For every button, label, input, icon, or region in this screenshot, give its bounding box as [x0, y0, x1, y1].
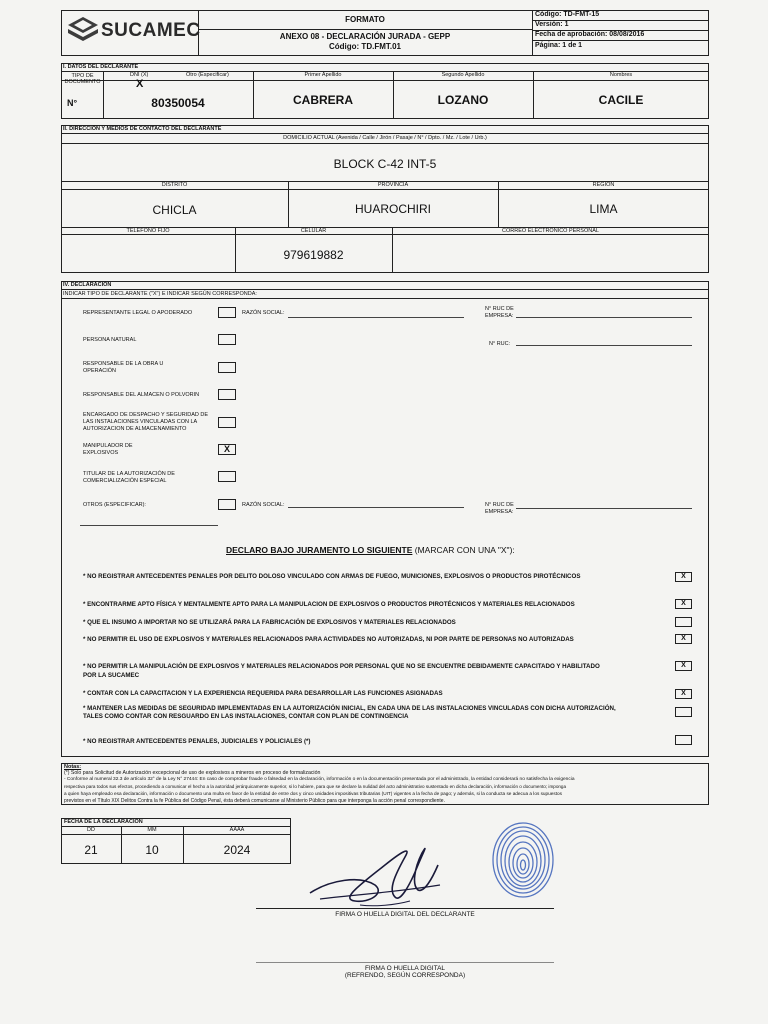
statement-6: * CONTAR CON LA CAPACITACION Y LA EXPERIENCIA REQUERIDA PARA DESARROLLAR LAS FUNCIONES ASIGNADAS: [83, 690, 443, 697]
telefono-label: TELÉFONO FIJO: [126, 228, 170, 234]
section-4-title: IV. DECLARACIÓN: [63, 282, 112, 288]
ruc-empresa-label-1b: EMPRESA:: [485, 313, 514, 319]
signature-line[interactable]: [256, 908, 554, 909]
primer-apellido-label: Primer Apellido: [304, 72, 342, 78]
type-label-6: MANIPULADOR DE EXPLOSIVOS: [83, 443, 133, 456]
section-1-title: I. DATOS DEL DECLARANTE: [63, 64, 139, 70]
ruc-label: N° RUC:: [489, 341, 511, 347]
type-checkbox-3[interactable]: [218, 362, 236, 373]
section-4: [61, 281, 709, 757]
celular-label: CELULAR: [300, 228, 327, 234]
date-aaaa: 2024: [223, 843, 251, 857]
statement-checkbox-1[interactable]: X: [675, 572, 692, 582]
domicilio-label: DOMICILIO ACTUAL (Avenida / Calle / Jirón / Pasaje / N° / Dpto. / Mz. / Lote / Urb.): [283, 135, 487, 141]
statement-checkbox-3[interactable]: [675, 617, 692, 627]
note-line-5: previstos en el Título XIX Delitos Contra la fe Pública del Código Penal, ésta deberá comunicarse al Ministerio Público para que interponga la acción penal correspondiente.: [64, 798, 445, 804]
correo-label: CORREO ELECTRÓNICO PERSONAL: [502, 228, 599, 234]
form-title: ANEXO 08 - DECLARACIÓN JURADA - GEPP: [279, 32, 451, 41]
declaro-title: [226, 545, 515, 555]
statement-checkbox-8[interactable]: [675, 735, 692, 745]
type-checkbox-4[interactable]: [218, 389, 236, 400]
segundo-apellido-label: Segundo Apellido: [441, 72, 485, 78]
domicilio: BLOCK C-42 INT-5: [333, 157, 437, 171]
celular: 979619882: [283, 248, 344, 262]
region: LIMA: [589, 202, 618, 216]
declaro-title-suffix: (MARCAR CON UNA "X"):: [412, 545, 515, 555]
type-checkbox-1[interactable]: [218, 307, 236, 318]
refrendo-label-1: FIRMA O HUELLA DIGITAL: [364, 965, 446, 972]
meta-version: Versión: 1: [535, 21, 569, 28]
statement-5b: POR LA SUCAMEC: [83, 672, 140, 679]
aaaa-label: AAAA: [229, 827, 245, 833]
notes-title: Notas:: [64, 764, 82, 770]
type-checkbox-6[interactable]: X: [218, 444, 236, 455]
ruc-empresa-label-1: N° RUC DE: [485, 306, 514, 312]
otros-line[interactable]: [80, 525, 218, 526]
sucamec-logo: [66, 15, 201, 49]
statement-7b: TALES COMO CONTAR CON RESGUARDO EN LAS INSTALACIONES, CONTAR CON PLAN DE CONTINGENCIA: [83, 713, 409, 720]
razon-social-line-2[interactable]: [288, 507, 464, 508]
section-4-subtitle: INDICAR TIPO DE DECLARANTE ("X") E INDICAR SEGÚN CORRESPONDA:: [63, 291, 257, 297]
type-label-5: ENCARGADO DE DESPACHO Y SEGURIDAD DE LAS INSTALACIONES VINCULADAS CON LA AUTORIZACION DE ALMACENAMIENTO: [83, 412, 208, 432]
form-code: Código: TD.FMT.01: [329, 42, 401, 51]
distrito: CHICLA: [152, 203, 197, 217]
section-2-title: II. DIRECCIÓN Y MEDIOS DE CONTACTO DEL DECLARANTE: [63, 126, 222, 132]
note-line-3: respectiva para todos sus efectos, procediendo a comunicar el hecho a la autoridad jerárquicamente superior, si lo hubiere, para que se declare la nulidad del acto administrativo sustentado en dicha declaración, información o documento; imponga: [64, 784, 567, 789]
note-line-1: (*) Solo para Solicitud de Autorización excepcional de uso de explosivos a mineros en proceso de formalización: [64, 770, 321, 776]
statement-checkbox-2[interactable]: X: [675, 599, 692, 609]
segundo-apellido: LOZANO: [437, 93, 489, 107]
meta-page: Página: 1 de 1: [535, 42, 583, 49]
statement-checkbox-4[interactable]: X: [675, 634, 692, 644]
nombres: CACILE: [598, 93, 644, 107]
otro-label: Otro (Especificar): [186, 72, 229, 78]
primer-apellido: CABRERA: [293, 93, 353, 107]
razon-social-line-1[interactable]: [288, 317, 464, 318]
tipo-documento-label: TIPO DE DOCUMENTO: [64, 73, 101, 85]
type-checkbox-7[interactable]: [218, 471, 236, 482]
doc-number: 80350054: [151, 96, 205, 110]
dni-label: DNI (X): [130, 72, 149, 78]
type-checkbox-2[interactable]: [218, 334, 236, 345]
type-label-4: RESPONSABLE DEL ALMACEN O POLVORIN: [83, 392, 200, 398]
formato-label: FORMATO: [345, 15, 385, 24]
statement-4: * NO PERMITIR EL USO DE EXPLOSIVOS Y MATERIALES RELACIONADOS PARA ACTIVIDADES NO AUTORIZADAS, NI POR PARTE DE PERSONAS NO AUTORIZADAS: [83, 636, 574, 643]
razon-social-label-2: RAZÓN SOCIAL:: [242, 502, 285, 508]
brand-name: SUCAMEC: [101, 20, 201, 41]
n-label: N°: [67, 98, 78, 108]
type-label-1: REPRESENTANTE LEGAL O APODERADO: [83, 310, 193, 316]
logo-icon: [66, 15, 100, 47]
note-line-2: - Conforme al numeral 32.3 de artículo 32° de la Ley N° 27444: En caso de comprobar fraude o falsedad en la declaración, información o en la documentación presentada por el administrado, la entidad considerará no satisfecha la exigencia: [64, 777, 575, 782]
ruc-empresa-line-2[interactable]: [516, 508, 692, 509]
type-label-7: TITULAR DE LA AUTORIZACIÓN DE COMERCIALIZACIÓN ESPECIAL: [83, 471, 175, 484]
statement-5: * NO PERMITIR LA MANIPULACIÓN DE EXPLOSIVOS Y MATERIALES RELACIONADOS POR PERSONAL QUE NO SE ENCUENTRE DEBIDAMENTE CAPACITADO Y HABILITADO: [83, 663, 600, 670]
ruc-empresa-label-2: N° RUC DE: [485, 502, 514, 508]
refrendo-line[interactable]: [256, 962, 554, 963]
meta-date: Fecha de aprobación: 08/08/2016: [535, 31, 645, 38]
statement-8: * NO REGISTRAR ANTECEDENTES PENALES, JUDICIALES Y POLICIALES (*): [83, 738, 311, 745]
statement-2: * ENCONTRARME APTO FÍSICA Y MENTALMENTE APTO PARA LA MANIPULACION DE EXPLOSIVOS O PRODUCTOS PIROTÉCNICOS Y MATERIALES RELACIONADOS: [83, 601, 575, 608]
signature-label: FIRMA O HUELLA DIGITAL DEL DECLARANTE: [335, 911, 475, 918]
statement-checkbox-6[interactable]: X: [675, 689, 692, 699]
statement-7: * MANTENER LAS MEDIDAS DE SEGURIDAD IMPLEMENTADAS EN LA AUTORIZACIÓN INICIAL, EN CADA UNA DE LAS INSTALACIONES VINCULADAS CON DICHA AUTORIZACIÓN,: [83, 705, 616, 712]
distrito-label: DISTRITO: [161, 182, 188, 188]
statement-3: * QUE EL INSUMO A IMPORTAR NO SE UTILIZARÁ PARA LA FABRICACIÓN DE EXPLOSIVOS Y MATERIALES RELACIONADOS: [83, 619, 456, 626]
declaro-title-main: DECLARO BAJO JURAMENTO LO SIGUIENTE: [226, 545, 413, 555]
mm-label: MM: [147, 827, 157, 833]
meta-code: Código: TD-FMT-15: [535, 11, 600, 18]
statement-checkbox-5[interactable]: X: [675, 661, 692, 671]
type-checkbox-8[interactable]: [218, 499, 236, 510]
razon-social-label-1: RAZÓN SOCIAL:: [242, 310, 285, 316]
statement-1: * NO REGISTRAR ANTECEDENTES PENALES POR DELITO DOLOSO VINCULADO CON ARMAS DE FUEGO, MUNICIONES, EXPLOSIVOS O PRODUCTOS PIROTÉCNICOS: [83, 573, 581, 580]
provincia-label: PROVINCIA: [377, 182, 409, 188]
dd-label: DD: [87, 827, 95, 833]
note-line-4: a quien haya empleado esa declaración, información o documento una multa en favor de la entidad de entre dos y cinco unidades impositivas tributarias (UIT) vigentes a la fecha de pago; y además, si la conducta se adecua a los supuestos: [64, 791, 562, 796]
dni-mark: X: [136, 78, 144, 90]
ruc-empresa-line-1[interactable]: [516, 317, 692, 318]
handwritten-signature: [300, 835, 450, 910]
type-checkbox-5[interactable]: [218, 417, 236, 428]
fingerprint-icon: [488, 820, 558, 900]
region-label: REGIÓN: [592, 182, 615, 188]
nombres-label: Nombres: [609, 72, 633, 78]
ruc-line[interactable]: [516, 345, 692, 346]
type-label-2: PERSONA NATURAL: [83, 337, 137, 343]
date-dd: 21: [84, 843, 98, 857]
provincia: HUAROCHIRI: [354, 202, 431, 216]
date-mm: 10: [145, 843, 159, 857]
date-title: FECHA DE LA DECLARACIÓN: [64, 819, 143, 825]
ruc-empresa-label-2b: EMPRESA:: [485, 509, 514, 515]
statement-checkbox-7[interactable]: [675, 707, 692, 717]
refrendo-label-2: (REFRENDO, SEGÚN CORRESPONDA): [344, 972, 466, 979]
type-label-8: OTROS (ESPECIFICAR):: [83, 502, 146, 508]
type-label-3: RESPONSABLE DE LA OBRA U OPERACIÓN: [83, 361, 164, 374]
